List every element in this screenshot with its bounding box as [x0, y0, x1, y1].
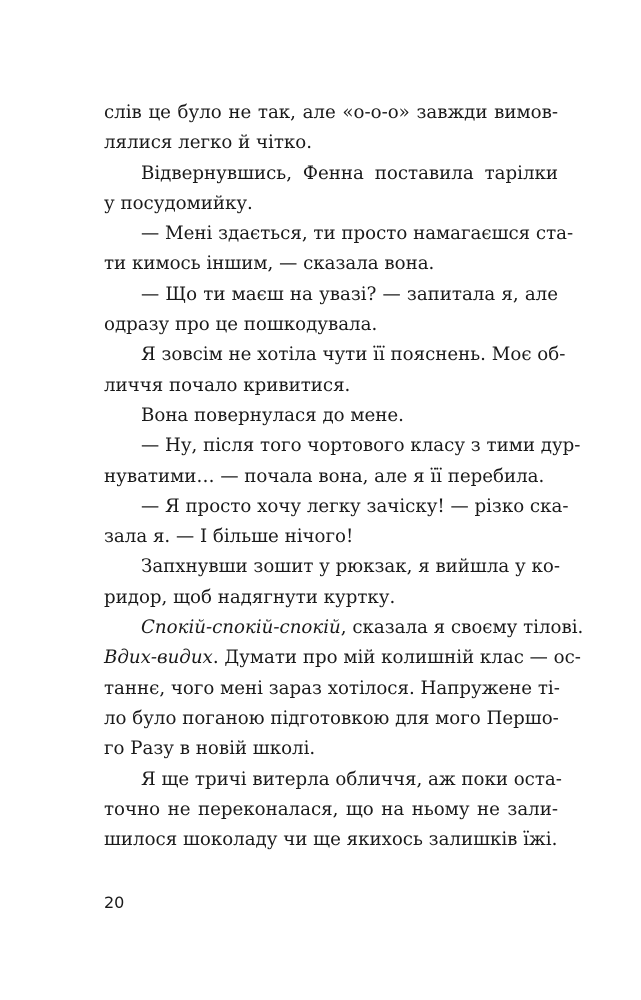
text-line: ти кимось іншим, — сказала вона.: [104, 253, 435, 275]
text-line: [104, 643, 581, 673]
text-line: Вона повернулася до мене.: [141, 404, 404, 426]
text-line: Відвернувшись, Фенна поставила тарілки: [141, 162, 558, 184]
text-line: слів це було не так, але «о-о-о» завжди вимов-: [104, 102, 558, 123]
text-line: — Ну, після того чортового класу з тими дур-: [141, 435, 581, 457]
text-line: таннє, чого мені зараз хотілося. Напружене ті-: [104, 677, 560, 699]
text-line: шилося шоколаду чи ще якихось залишків їжі.: [104, 829, 558, 851]
text-line: зала я. — І більше нічого!: [104, 526, 354, 548]
text-line: Я ще тричі витерла обличчя, аж поки оста-: [141, 768, 562, 790]
text-line: личчя почало кривитися.: [104, 374, 351, 396]
text-line: — Я просто хочу легку зачіску! — різко ска-: [141, 495, 569, 517]
text-line: лялися легко й чітко.: [104, 132, 312, 154]
book-page-text: [104, 98, 584, 855]
text-line: Запхнувши зошит у рюкзак, я вийшла у ко-: [141, 556, 560, 578]
text-line: ло було поганою підготовкою для мого Першо-: [104, 707, 559, 729]
text-fragment: , сказала я своєму тілові.: [340, 617, 584, 639]
text-line: точно не переконалася, що на ньому не зали-: [104, 798, 558, 820]
text-line: нуватими… — почала вона, але я її перебила.: [104, 465, 545, 487]
italic-text: Спокій-спокій-спокій: [141, 617, 341, 639]
text-line: у посудомийку.: [104, 192, 253, 214]
text-fragment: . Думати про мій колишній клас — ос-: [212, 647, 581, 669]
text-line: — Мені здається, ти просто намагаєшся ста-: [141, 223, 574, 245]
text-line: Я зовсім не хотіла чути її пояснень. Моє об-: [141, 344, 566, 366]
text-line: ридор, щоб надягнути куртку.: [104, 586, 396, 608]
page-number: 20: [104, 893, 125, 912]
text-line: [104, 613, 584, 643]
italic-text: Вдих-видих: [104, 647, 213, 669]
text-line: — Що ти маєш на увазі? — запитала я, але: [141, 283, 558, 305]
text-line: го Разу в новій школі.: [104, 738, 316, 760]
text-line: одразу про це пошкодувала.: [104, 314, 378, 336]
